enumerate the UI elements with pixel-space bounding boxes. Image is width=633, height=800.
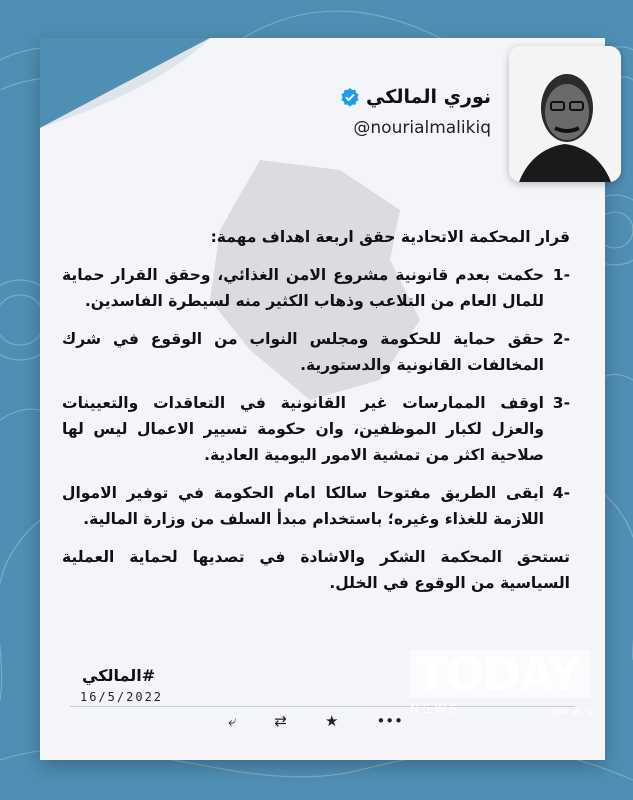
logo-sub-left: N E W S [410,702,458,716]
tweet-text [62,224,570,608]
list-item [62,390,570,480]
reply-icon[interactable]: ⤶ [228,712,237,730]
list-item-text: حكمت بعدم قانونية مشروع الامن الغذائي، وحقق القرار حماية للمال العام من التلاعب وذهاب الكثير منه لسيطرة الفاسدين. [62,266,544,310]
list-item-text: اوقف الممارسات غير القانونية في التعاقدات والتعيينات والعزل لكبار الموظفين، وان حكومة تسيير الاعمال ليس لها صلاحية اكثر من تمشية الامور اليومية العادية. [62,394,544,464]
hashtag-link[interactable]: #المالكي [82,666,156,685]
user-handle[interactable]: @nourialmalikiq [353,118,491,138]
tweet-actions [228,712,403,730]
user-name-row [340,86,491,108]
list-item-number: -2 [552,330,570,348]
tweet-intro: قرار المحكمة الاتحادية حقق اربعة اهداف مهمة: [210,228,570,246]
list-item-text: حقق حماية للحكومة ومجلس النواب من الوقوع في شرك المخالفات القانونية والدستورية. [62,330,544,374]
retweet-icon[interactable]: ⇄ [274,712,287,730]
user-name[interactable]: نوري المالكي [366,86,491,108]
avatar[interactable] [509,46,621,182]
user-block [340,86,491,138]
profile-photo [509,46,621,182]
list-item-number: -1 [552,266,570,284]
tweet-closing: تستحق المحكمة الشكر والاشادة في تصديها لحماية العملية السياسية من الوقوع في الخلل. [62,548,570,592]
list-item-number: -3 [552,394,570,412]
logo-subtitle [410,702,596,716]
star-icon[interactable]: ★ [324,712,339,730]
list-item-number: -4 [552,484,570,502]
page-curl [40,38,210,128]
today-news-watermark [410,647,600,722]
logo-sub-right: تودي نيوز [548,702,596,716]
logo-text: TODAY [416,647,580,701]
tweet-date: 16/5/2022 [80,690,164,704]
list-item [62,326,570,390]
list-item-text: ابقى الطريق مفتوحا سالكا امام الحكومة في توفير الاموال اللازمة للغذاء وغيره؛ باستخدام مبدأ السلف من وزارة المالية. [62,484,544,528]
verified-badge-icon [340,87,360,107]
more-icon[interactable]: ••• [376,712,403,730]
list-item [62,480,570,544]
list-item [62,262,570,326]
